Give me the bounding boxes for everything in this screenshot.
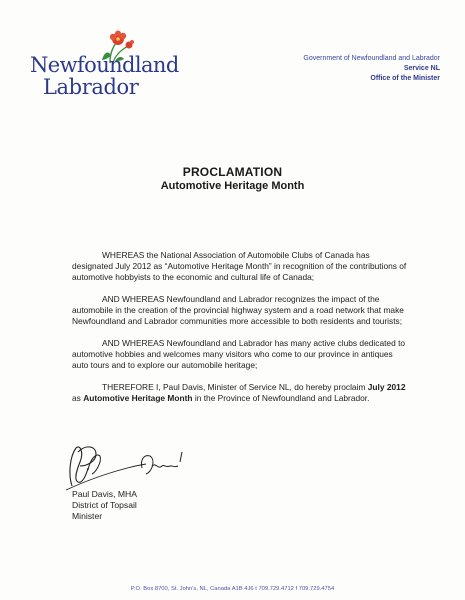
signatory-district: District of Topsail (72, 500, 137, 510)
whereas-paragraph-3: AND WHEREAS Newfoundland and Labrador has many active clubs dedicated to automotive hobbies and welcomes many visitors who come to our province in antiques auto tours and to explore our automobile heritage; (72, 338, 406, 370)
proclaimed-date: July 2012 (367, 382, 406, 392)
footer-address: P.O. Box 8700, St. John's, NL, Canada A1B 4J6 t 709.729.4712 f 709.729.4754 (130, 586, 335, 592)
therefore-paragraph (72, 382, 407, 404)
letterhead-government: Government of Newfoundland and Labrador (303, 55, 440, 62)
signatory-name: Paul Davis, MHA (72, 489, 137, 499)
newfoundland-labrador-logo (30, 30, 179, 100)
handwritten-signature (62, 438, 192, 496)
whereas-paragraph-2: AND WHEREAS Newfoundland and Labrador recognizes the impact of the automobile in the creation of the provincial highway system and a road network that make Newfoundland and Labrador communities more accessible to both residents and tourists; (72, 294, 404, 326)
document-title: PROCLAMATION (182, 165, 283, 179)
letterhead-department: Service NL (403, 65, 440, 72)
signatory-role: Minister (72, 511, 103, 521)
therefore-text-end: in the Province of Newfoundland and Labrador. (192, 393, 370, 403)
logo-wordmark-newfoundland: Newfoundland (30, 53, 179, 77)
therefore-text-mid: as (72, 393, 84, 403)
logo-wordmark-labrador: Labrador (43, 75, 139, 99)
whereas-paragraph-1: WHEREAS the National Association of Automobile Clubs of Canada has designated July 2012 as “Automotive Heritage Month” in recognition of the contributions of automotive hobbyists to the economic and cultural life of Canada; (72, 250, 407, 282)
letterhead (303, 54, 440, 84)
letterhead-office: Office of the Minister (370, 75, 440, 82)
proclaimed-month-name: Automotive Heritage Month (83, 393, 193, 403)
document-subtitle: Automotive Heritage Month (160, 180, 305, 192)
therefore-text-start: THEREFORE I, Paul Davis, Minister of Service NL, do hereby proclaim (102, 382, 368, 392)
signature-block (72, 489, 137, 522)
